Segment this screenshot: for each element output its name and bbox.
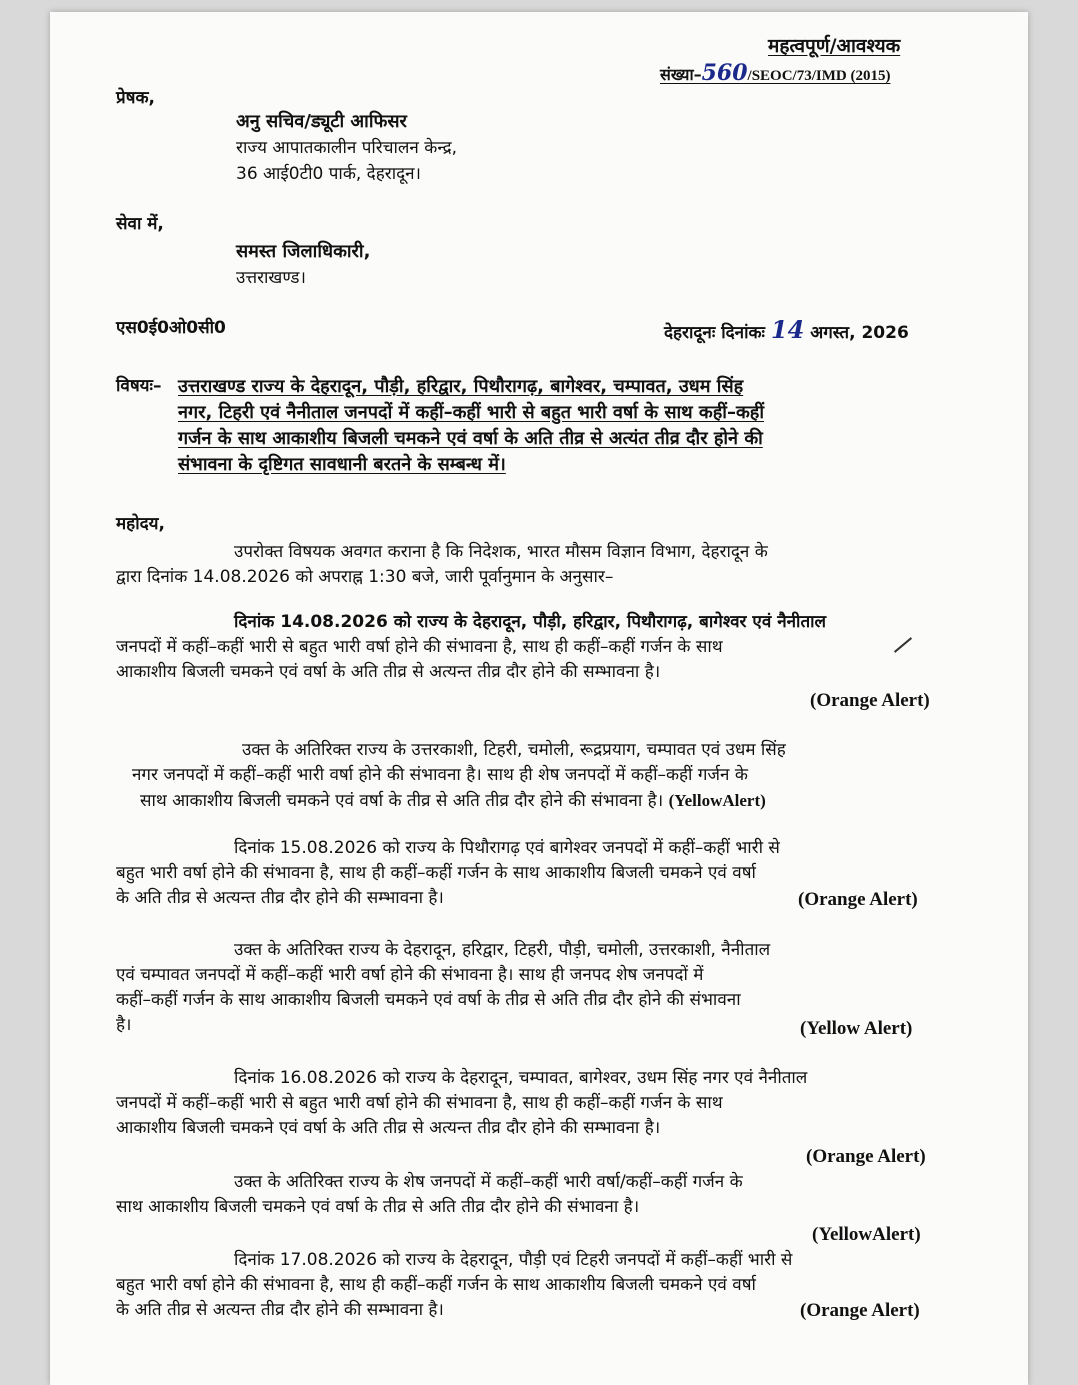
subject-line: गर्जन के साथ आकाशीय बिजली चमकने एवं वर्षा के अति तीव्र से अत्यंत तीव्र दौर होने की	[178, 428, 763, 449]
forecast-paragraph	[132, 738, 938, 814]
sender-office: राज्य आपातकालीन परिचालन केन्द्र,	[236, 138, 458, 158]
alert-badge: (Orange Alert)	[800, 1300, 920, 1321]
paragraph-line: बहुत भारी वर्षा होने की संभावना है, साथ ही कहीं–कहीं गर्जन के साथ आकाशीय बिजली चमकने एवं वर्षा	[116, 1275, 756, 1295]
forecast-paragraph	[116, 1170, 938, 1220]
paragraph-line: दिनांक 14.08.2026 को राज्य के देहरादून, पौड़ी, हरिद्वार, पिथौरागढ़, बागेश्वर एवं नैनीताल	[234, 612, 827, 632]
paragraph-line: एवं चम्पावत जनपदों में कहीं–कहीं भारी वर्षा होने की संभावना है। साथ ही जनपद शेष जनपदों में	[116, 965, 704, 985]
paragraph-line: उक्त के अतिरिक्त राज्य के उत्तरकाशी, टिहरी, चमोली, रूद्रप्रयाग, चम्पावत एवं उधम सिंह	[242, 740, 786, 760]
paragraph-line: दिनांक 15.08.2026 को राज्य के पिथौरागढ़ एवं बागेश्वर जनपदों में कहीं–कहीं भारी से	[234, 838, 780, 858]
alert-badge: (Orange Alert)	[810, 690, 930, 711]
paragraph-line: जनपदों में कहीं–कहीं भारी से बहुत भारी वर्षा होने की संभावना है, साथ ही कहीं–कहीं गर्जन के साथ	[116, 637, 723, 657]
sender-designation: अनु सचिव/ड्यूटी आफिसर	[236, 111, 407, 132]
paragraph-line: दिनांक 16.08.2026 को राज्य के देहरादून, चम्पावत, बागेश्वर, उधम सिंह नगर एवं नैनीताल	[234, 1068, 808, 1088]
forecast-paragraph	[116, 1066, 938, 1141]
intro-line: उपरोक्त विषयक अवगत कराना है कि निदेशक, भारत मौसम विज्ञान विभाग, देहरादून के	[234, 542, 768, 562]
salutation: महोदय,	[116, 514, 165, 534]
alert-badge: (YellowAlert)	[668, 791, 766, 810]
sender-label: प्रेषक,	[116, 88, 156, 108]
recipient-label: सेवा में,	[116, 214, 164, 234]
paragraph-line: आकाशीय बिजली चमकने एवं वर्षा के अति तीव्र से अत्यन्त तीव्र दौर होने की सम्भावना है।	[116, 1118, 661, 1138]
paragraph-line: साथ आकाशीय बिजली चमकने एवं वर्षा के तीव्र से अति तीव्र दौर होने की संभावना है।	[116, 1197, 640, 1217]
paragraph-line: के अति तीव्र से अत्यन्त तीव्र दौर होने की सम्भावना है।	[116, 1300, 444, 1320]
subject-text	[178, 374, 890, 478]
office-code: एस0ई0ओ0सी0	[116, 318, 226, 338]
paragraph-line: साथ आकाशीय बिजली चमकने एवं वर्षा के तीव्र से अति तीव्र दौर होने की संभावना है। (YellowAlert)	[140, 791, 766, 811]
intro-line: द्वारा दिनांक 14.08.2026 को अपराह्न 1:30 बजे, जारी पूर्वानुमान के अनुसार–	[116, 567, 614, 587]
alert-badge: (Orange Alert)	[806, 1146, 926, 1167]
intro-paragraph	[116, 540, 938, 590]
paragraph-line: नगर जनपदों में कहीं–कहीं भारी वर्षा होने की संभावना है। साथ ही शेष जनपदों में कहीं–कहीं गर्जन के	[132, 765, 748, 785]
alert-badge: (YellowAlert)	[812, 1224, 921, 1245]
subject-line: उत्तराखण्ड राज्य के देहरादून, पौड़ी, हरिद्वार, पिथौरागढ़, बागेश्वर, चम्पावत, उधम सिंह	[178, 376, 744, 397]
subject-label: विषयः–	[116, 376, 162, 396]
letter-date: देहरादूनः दिनांकः 14 अगस्त, 2026	[664, 315, 909, 344]
sender-address: 36 आई0टी0 पार्क, देहरादून।	[236, 164, 422, 184]
paragraph-line: बहुत भारी वर्षा होने की संभावना है, साथ ही कहीं–कहीं गर्जन के साथ आकाशीय बिजली चमकने एवं वर्षा	[116, 863, 756, 883]
alert-badge: (Yellow Alert)	[800, 1018, 913, 1039]
forecast-paragraph	[116, 610, 938, 685]
paragraph-line: कहीं–कहीं गर्जन के साथ आकाशीय बिजली चमकने एवं वर्षा के तीव्र से अति तीव्र दौर होने की संभावना	[116, 990, 741, 1010]
paragraph-line: है।	[116, 1015, 132, 1035]
recipient-name: समस्त जिलाधिकारी,	[236, 241, 371, 262]
paragraph-line: उक्त के अतिरिक्त राज्य के शेष जनपदों में कहीं–कहीं भारी वर्षा/कहीं–कहीं गर्जन के	[234, 1172, 743, 1192]
paragraph-line: के अति तीव्र से अत्यन्त तीव्र दौर होने की सम्भावना है।	[116, 888, 444, 908]
subject-line: नगर, टिहरी एवं नैनीताल जनपदों में कहीं–कहीं भारी से बहुत भारी वर्षा के साथ कहीं–कहीं	[178, 402, 765, 423]
recipient-state: उत्तराखण्ड।	[236, 268, 306, 288]
paragraph-line: आकाशीय बिजली चमकने एवं वर्षा के अति तीव्र से अत्यन्त तीव्र दौर होने की सम्भावना है।	[116, 662, 661, 682]
paragraph-line: उक्त के अतिरिक्त राज्य के देहरादून, हरिद्वार, टिहरी, पौड़ी, चमोली, उत्तरकाशी, नैनीताल	[234, 940, 771, 960]
alert-badge: (Orange Alert)	[798, 889, 918, 910]
priority-label: महत्वपूर्ण/आवश्यक	[768, 35, 901, 57]
paragraph-line: दिनांक 17.08.2026 को राज्य के देहरादून, पौड़ी एवं टिहरी जनपदों में कहीं–कहीं भारी से	[234, 1250, 793, 1270]
subject-line: संभावना के दृष्टिगत सावधानी बरतने के सम्बन्ध में।	[178, 454, 506, 475]
reference-number: संख्या–560/SEOC/73/IMD (2015)	[660, 60, 891, 86]
paragraph-line: जनपदों में कहीं–कहीं भारी से बहुत भारी वर्षा होने की संभावना है, साथ ही कहीं–कहीं गर्जन के साथ	[116, 1093, 723, 1113]
